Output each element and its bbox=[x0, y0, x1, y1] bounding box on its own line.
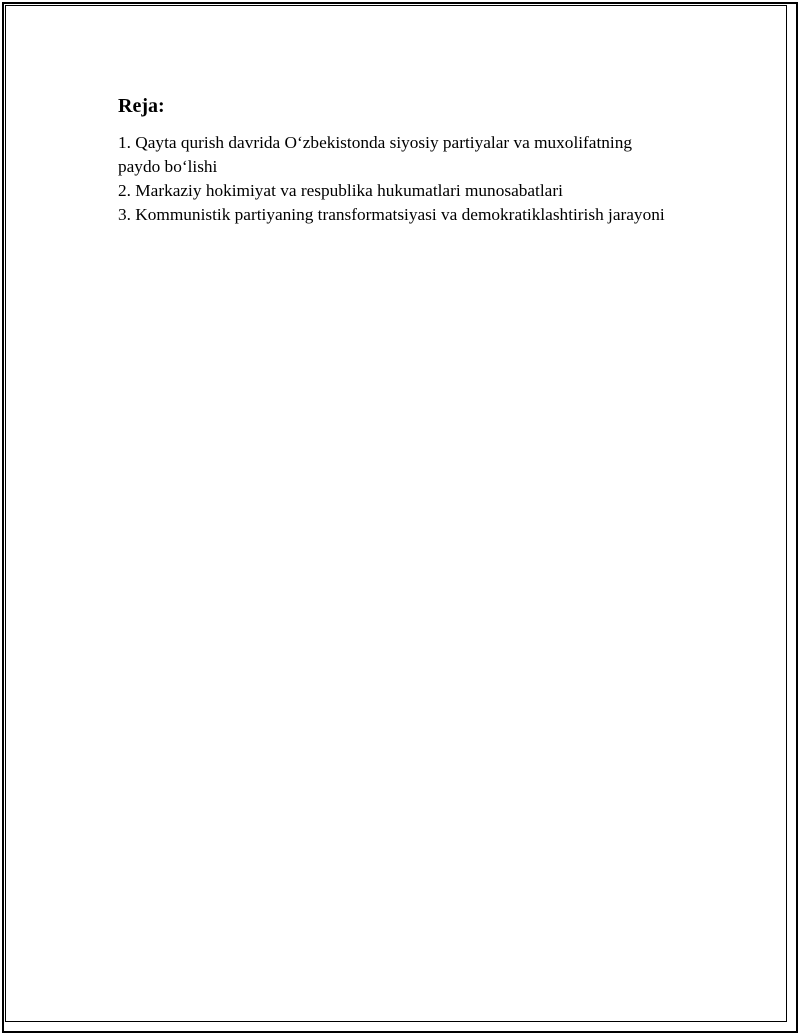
plan-item-1: 1. Qayta qurish davrida O‘zbekistonda siyosiy partiyalar va muxolifatning paydo bo‘lishi bbox=[118, 133, 632, 176]
plan-list bbox=[118, 131, 678, 227]
document-content bbox=[118, 93, 678, 227]
plan-heading: Reja: bbox=[118, 95, 165, 117]
plan-item-2: 2. Markaziy hokimiyat va respublika hukumatlari munosabatlari bbox=[118, 181, 563, 200]
plan-item-3: 3. Kommunistik partiyaning transformatsiyasi va demokratiklashtirish jarayoni bbox=[118, 205, 665, 224]
